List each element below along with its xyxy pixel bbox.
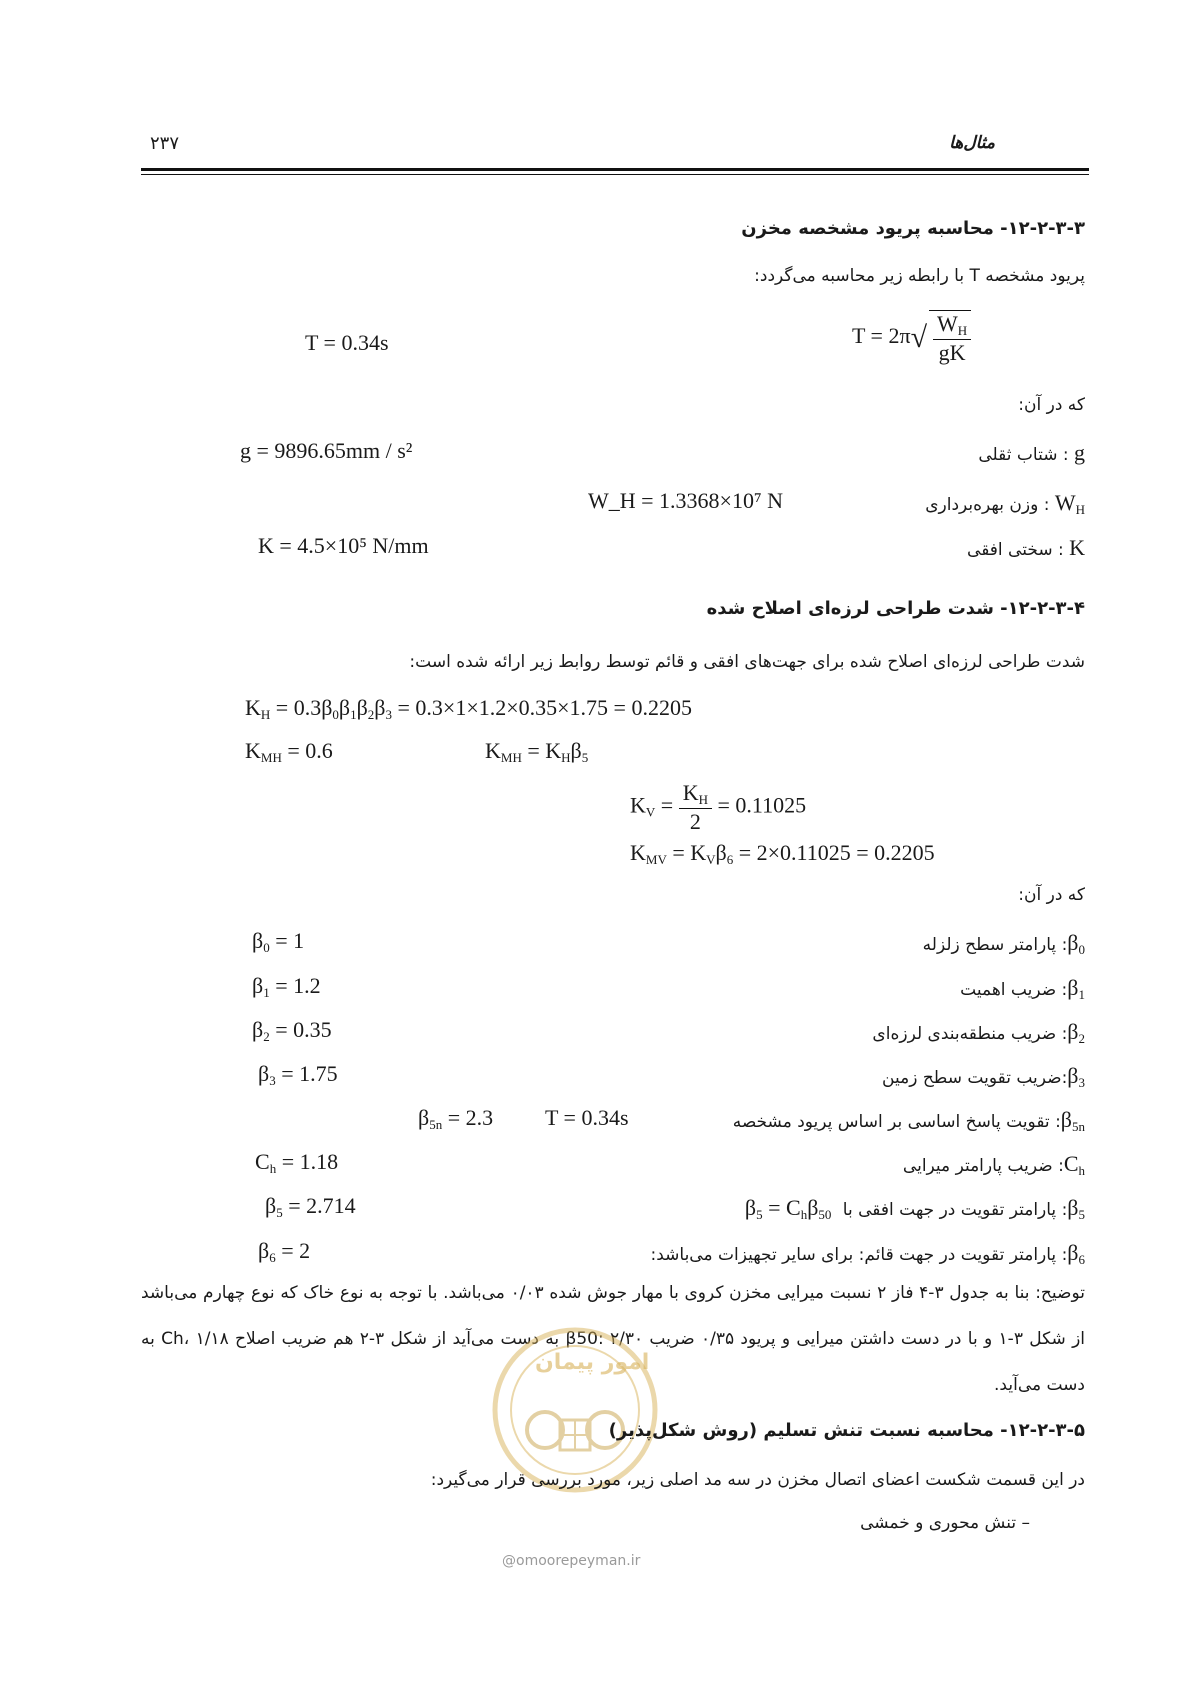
page-number: ۲۳۷: [150, 133, 180, 154]
kmh-formula: $K_{MH} = K_H\beta_5$: [485, 738, 589, 765]
section-heading-intensity: ۱۲-۲-۳-۴- شدت طراحی لرزه‌ای اصلاح شده: [706, 598, 1085, 619]
var-wh-row: [925, 490, 1085, 518]
period-formula: T = 2π√ $\frac{W_H}{gK}$: [852, 310, 971, 366]
section-heading-period: ۱۲-۲-۳-۳- محاسبه پریود مشخصه مخزن: [741, 218, 1085, 239]
var-k-row: [967, 535, 1085, 561]
header-rule-thick: [141, 168, 1089, 171]
period-result: T = 0.34s: [305, 330, 389, 355]
damping-note: توضیح: بنا به جدول ۳-۴ فاز ۲ نسبت میرایی مخزن کروی با مهار جوش شده ۰/۰۳ می‌باشد. با توجه به نوع خاک که نوع چهارم می‌باشد از شکل ۳-۱ و با در دست داشتن میرایی و پریود ۰/۳۵ ضریب β50: ۲/۳۰ به دست می‌آید از شکل ۳-۲ هم ضریب اصلاح Ch، ۱/۱۸ به دست می‌آید.: [141, 1283, 1086, 1395]
param-b2-value: $\beta_2 = 0.35$: [252, 1017, 332, 1044]
section-heading-yield: ۱۲-۲-۳-۵- محاسبه نسبت تنش تسلیم (روش شکل‌پذیر): [608, 1420, 1085, 1441]
param-b0-row: $\beta_0$: پارامتر سطح زلزله: [922, 930, 1085, 957]
var-k-value: K = 4.5×10⁵ N/mm: [258, 533, 429, 558]
var-g-row: [978, 440, 1085, 466]
var-k-label: : سختی افقی: [967, 540, 1064, 560]
watermark-url: @omoorepeyman.ir: [502, 1553, 641, 1569]
param-b5n-period: T = 0.34s: [545, 1105, 629, 1130]
param-ch-row: $C_h$: ضریب پارامتر میرایی: [902, 1151, 1085, 1178]
yield-intro: در این قسمت شکست اعضای اتصال مخزن در سه مد اصلی زیر، مورد بررسی قرار می‌گیرد:: [430, 1470, 1085, 1490]
param-b6-row: $\beta_6$: پارامتر تقویت در جهت قائم: برای سایر تجهیزات می‌باشد:: [650, 1240, 1085, 1267]
param-b5-value: $\beta_5 = 2.714$: [265, 1193, 356, 1220]
running-title: مثال‌ها: [949, 133, 995, 153]
intensity-intro: شدت طراحی لرزه‌ای اصلاح شده برای جهت‌های افقی و قائم توسط روابط زیر ارائه شده است:: [409, 652, 1085, 672]
param-b5n-value: $\beta_{5n} = 2.3$: [418, 1105, 494, 1132]
var-wh-label: : وزن بهره‌برداری: [925, 495, 1050, 515]
where-label-1: که در آن:: [1018, 395, 1085, 415]
var-g-symbol: g: [1074, 440, 1085, 465]
param-b2-row: $\beta_2$: ضریب منطقه‌بندی لرزه‌ای: [872, 1019, 1085, 1046]
param-b3-row: $\beta_3:ضریب$ تقویت سطح زمین: [882, 1063, 1085, 1090]
param-ch-value: $C_h = 1.18$: [255, 1149, 339, 1176]
param-b3-value: $\beta_3 = 1.75$: [258, 1061, 338, 1088]
yield-bullet: – تنش محوری و خمشی: [860, 1513, 1030, 1533]
var-wh-symbol: $W_H$: [1054, 490, 1085, 517]
kmh-value: $K_{MH} = 0.6$: [245, 738, 333, 765]
var-g-label: : شتاب ثقلی: [978, 445, 1069, 465]
kh-equation: $K_H = 0.3\beta_0\beta_1\beta_2\beta_3 = 0.3\times 1\times 1.2\times 0.35\times 1.75 = 0.2205$: [245, 695, 692, 722]
kv-formula: $K_V$ = $\frac{K_H}{2}$ = 0.11025: [630, 780, 807, 834]
param-b5n-row: $\beta_{5n}$: تقویت پاسخ اساسی بر اساس پریود مشخصه: [732, 1107, 1085, 1134]
header-rule-thin: [141, 174, 1089, 175]
param-b5-row: $\beta_5$: پارامتر تقویت در جهت افقی با $\beta_5 = C_h\beta_{50}$: [744, 1195, 1085, 1222]
where-label-2: که در آن:: [1018, 885, 1085, 905]
var-g-value: g = 9896.65mm / s²: [240, 438, 413, 463]
watermark-logo-text: امور پیمان: [535, 1350, 650, 1375]
kh-equation-value: = 0.3×1×1.2×0.35×1.75 = 0.2205: [397, 695, 692, 720]
param-b1-row: $\beta_1$: ضریب اهمیت: [960, 975, 1085, 1002]
param-b1-value: $\beta_1 = 1.2$: [252, 973, 321, 1000]
period-intro: پریود مشخصه T با رابطه زیر محاسبه می‌گردد:: [754, 266, 1085, 286]
var-wh-value: W_H = 1.3368×10⁷ N: [588, 488, 784, 513]
param-b0-value: $\beta_0 = 1$: [252, 928, 305, 955]
param-b6-value: $\beta_6 = 2$: [258, 1238, 311, 1265]
kmv-formula: $K_{MV} = K_V\beta_6 = 2\times 0.11025 = 0.2205$: [630, 840, 935, 867]
var-k-symbol: K: [1069, 535, 1085, 560]
